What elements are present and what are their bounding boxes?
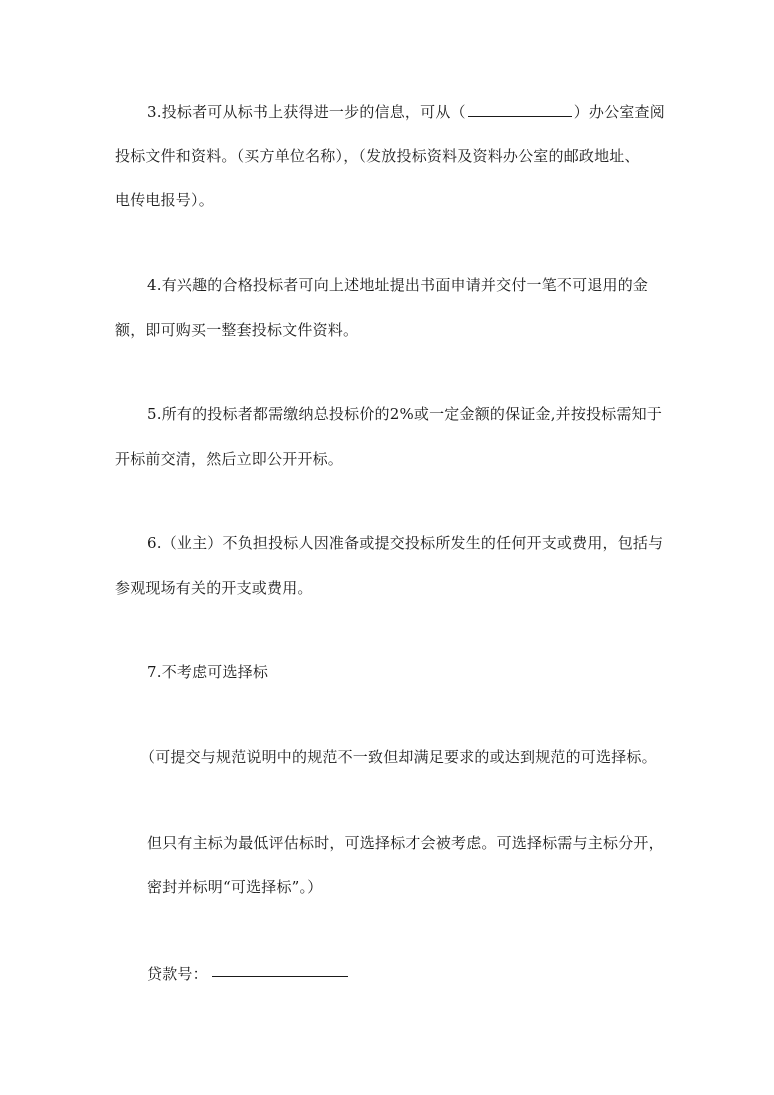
item-3-line-2: 投标文件和资料。（买方单位名称），（发放投标资料及资料办公室的邮政地址、 [115,147,640,165]
loan-number-label: 贷款号： [147,965,208,983]
note-1-line-1: （可提交与规范说明中的规范不一致但却满足要求的或达到规范的可选择标。 [140,748,657,766]
item-4-line-1: 4.有兴趣的合格投标者可向上述地址提出书面申请并交付一笔不可退用的金 [147,276,649,294]
loan-number-blank [212,960,348,977]
office-name-blank [468,100,572,117]
item-5-line-2: 开标前交清，然后立即公开开标。 [115,450,344,468]
note-2-line-1: 但只有主标为最低评估标时，可选择标才会被考虑。可选择标需与主标分开， [147,834,664,852]
item-6-line-2: 参观现场有关的开支或费用。 [115,579,313,597]
item-4-line-2: 额，即可购买一整套投标文件资料。 [115,321,359,339]
item-3-line-3: 电传电报号）。 [115,191,214,209]
item-5-line-1: 5.所有的投标者都需缴纳总投标价的2%或一定金额的保证金,并按投标需知于 [147,405,663,423]
loan-number-line [147,962,774,984]
item-7-line-1: 7.不考虑可选择标 [147,663,269,681]
item-3-text-before-blank: 3.投标者可从标书上获得进一步的信息，可从（ [147,103,466,121]
item-3-text-after-blank: ）办公室查阅 [573,103,665,121]
item-3-line-1 [147,100,774,122]
item-6-line-1: 6.（业主）不负担投标人因准备或提交投标所发生的任何开支或费用，包括与 [147,534,664,552]
note-2-line-2: 密封并标明“可选择标”。） [147,878,323,896]
